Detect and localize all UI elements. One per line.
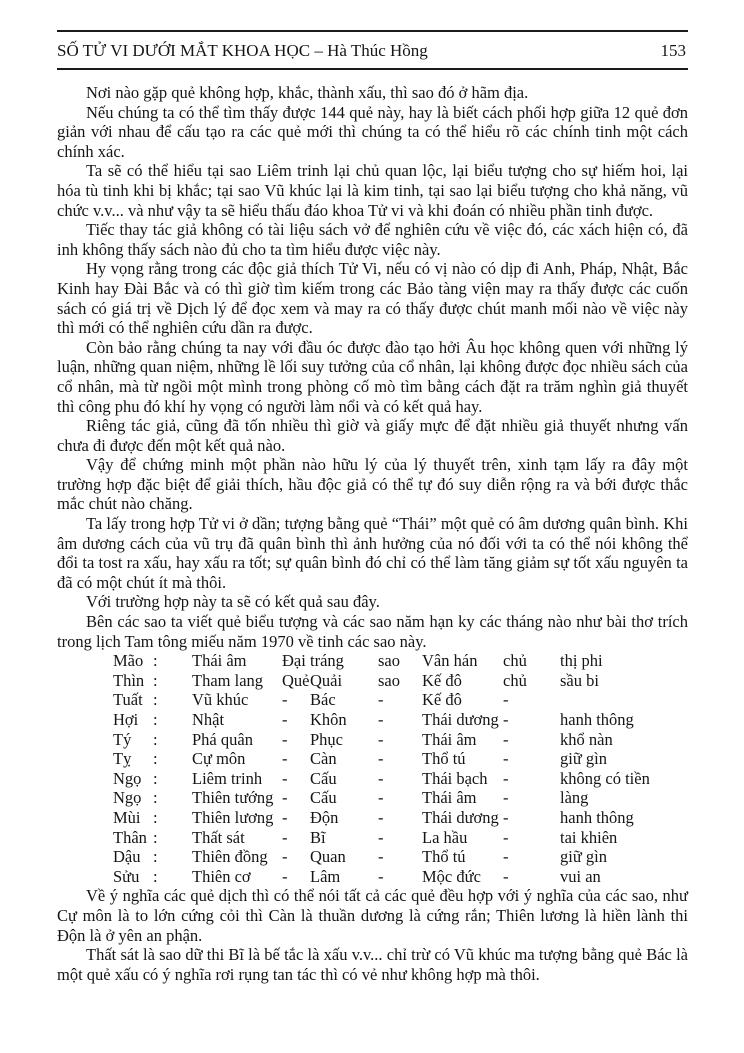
cell-y-nghia: khổ nàn bbox=[560, 729, 613, 749]
page-body bbox=[57, 83, 688, 984]
cell-sao-label: - bbox=[378, 827, 384, 847]
cell-dia-chi: Tỵ bbox=[113, 749, 132, 769]
cell-que-name: Bĩ bbox=[310, 827, 326, 847]
cell-y-nghia: giữ gìn bbox=[560, 749, 607, 769]
table-row bbox=[113, 651, 688, 671]
running-header bbox=[57, 32, 688, 68]
header-bottom-rule bbox=[57, 68, 688, 70]
cell-dia-chi: Tý bbox=[113, 729, 132, 749]
paragraph: Nếu chúng ta có thể tìm thấy được 144 quẻ này, hay là biết cách phối hợp giữa 12 quẻ đơn giản với nhau để cấu tạo ra các quẻ mới thì chúng ta có thể hiểu rõ các chính tinh một cách chính xác. bbox=[57, 102, 688, 161]
paragraph: Ta sẽ có thể hiểu tại sao Liêm trinh lại chủ quan lộc, lại biểu tượng cho sự hiếm hoi, lại hóa tù tinh khi bị khắc; tại sao Vũ khúc lại là kim tinh, tại sao lại biểu tượng cho khả năng, vũ chức v.v... và như vậy ta sẽ hiểu thấu đáo khoa Tử vi và khi đoán có nhiều phần tinh được. bbox=[57, 161, 688, 220]
cell-chinh-tinh: Vũ khúc bbox=[192, 690, 249, 710]
table-row bbox=[113, 808, 688, 828]
cell-colon: : bbox=[153, 710, 158, 729]
cell-chu-label: chủ bbox=[503, 670, 527, 690]
cell-dia-chi: Ngọ bbox=[113, 788, 142, 808]
cell-han-tinh: La hầu bbox=[422, 827, 468, 847]
cell-sao-label: - bbox=[378, 690, 384, 710]
cell-sao-label: - bbox=[378, 788, 384, 808]
cell-que-name: Phục bbox=[310, 729, 343, 749]
table-row bbox=[113, 690, 688, 710]
paragraph: Nơi nào gặp quẻ không hợp, khắc, thành xấu, thì sao đó ở hãm địa. bbox=[86, 83, 529, 102]
cell-chinh-tinh: Thái âm bbox=[192, 651, 247, 671]
cell-chinh-tinh: Tham lang bbox=[192, 670, 264, 690]
table-row bbox=[113, 749, 688, 769]
cell-dia-chi: Mùi bbox=[113, 807, 141, 827]
cell-que-prefix: - bbox=[282, 729, 288, 749]
table-row bbox=[113, 671, 688, 691]
cell-y-nghia: vui an bbox=[560, 866, 601, 886]
cell-chu-label: - bbox=[503, 807, 509, 827]
cell-que-prefix: Quẻ bbox=[282, 670, 310, 690]
cell-que-prefix: - bbox=[282, 847, 288, 867]
cell-han-tinh: Kế đô bbox=[422, 690, 462, 710]
cell-colon: : bbox=[153, 847, 158, 867]
cell-que-name: Khôn bbox=[310, 710, 347, 729]
cell-han-tinh: Thái âm bbox=[422, 729, 477, 749]
cell-que-name: Càn bbox=[310, 749, 337, 769]
paragraph: Bên các sao ta viết quẻ biểu tượng và các sao năm hạn ky các tháng nào như bài thơ trích trong lịch Tam tông miếu năm 1970 về tinh các sao này. bbox=[57, 612, 688, 651]
cell-chinh-tinh: Thiên tướng bbox=[192, 788, 274, 808]
cell-dia-chi: Dậu bbox=[113, 847, 141, 867]
cell-dia-chi: Sửu bbox=[113, 866, 140, 886]
cell-dia-chi: Mão bbox=[113, 651, 144, 671]
cell-chinh-tinh: Cự môn bbox=[192, 749, 246, 769]
paragraph: Thất sát là sao dữ thi Bĩ là bế tắc là xấu v.v... chỉ trừ có Vũ khúc ma tượng bằng quẻ Bác là một quẻ xấu có ý nghĩa rơi rụng tan tác thì có vẻ như không hợp mà thôi. bbox=[57, 945, 688, 984]
cell-sao-label: sao bbox=[378, 670, 400, 690]
cell-chinh-tinh: Thiên lương bbox=[192, 807, 274, 827]
cell-que-name: Bác bbox=[310, 690, 336, 710]
cell-dia-chi: Tuất bbox=[113, 690, 143, 710]
cell-chinh-tinh: Thiên đồng bbox=[192, 847, 268, 867]
star-table bbox=[113, 651, 688, 886]
cell-que-prefix: Đại bbox=[282, 651, 306, 671]
cell-han-tinh: Thái bạch bbox=[422, 768, 488, 788]
paragraph: Ta lấy trong hợp Tử vi ở dần; tượng bằng quẻ “Thái” một quẻ có âm dương quân bình. Khi âm dương cách của vũ trụ đã quân bình thì ảnh hưởng của nó đối với ta có thể nói không thể đổi ta tost ra xấu, hay xấu ra tốt; sự quân bình đó chỉ có thể làm tăng giảm sự tốt xấu nguyên ta đã có một chút ít mà thôi. bbox=[57, 514, 688, 592]
cell-colon: : bbox=[153, 866, 158, 886]
cell-y-nghia: giữ gìn bbox=[560, 847, 607, 867]
cell-han-tinh: Mộc đức bbox=[422, 866, 481, 886]
cell-han-tinh: Thổ tú bbox=[422, 749, 466, 769]
cell-han-tinh: Kế đô bbox=[422, 670, 462, 690]
cell-que-prefix: - bbox=[282, 768, 288, 788]
cell-han-tinh: Thái âm bbox=[422, 788, 477, 808]
cell-sao-label: - bbox=[378, 729, 384, 749]
cell-han-tinh: Thái dương bbox=[422, 807, 499, 827]
cell-y-nghia: tai khiên bbox=[560, 827, 618, 847]
cell-chu-label: - bbox=[503, 768, 509, 788]
cell-que-prefix: - bbox=[282, 690, 288, 710]
cell-han-tinh: Thổ tú bbox=[422, 847, 466, 867]
paragraph: Tiếc thay tác giả không có tài liệu sách vở để nghiên cứu về việc đó, các xách hiện có, đã inh không thấy sách nào đủ cho ta tìm hiểu được việc này. bbox=[57, 220, 688, 259]
cell-que-prefix: - bbox=[282, 827, 288, 847]
cell-chu-label: - bbox=[503, 729, 509, 749]
cell-chu-label: - bbox=[503, 690, 509, 710]
cell-y-nghia: sầu bi bbox=[560, 670, 599, 690]
cell-que-prefix: - bbox=[282, 866, 288, 886]
cell-chinh-tinh: Nhật bbox=[192, 710, 225, 729]
cell-que-name: Cấu bbox=[310, 768, 337, 788]
table-row bbox=[113, 769, 688, 789]
paragraph: Với trường hợp này ta sẽ có kết quả sau đây. bbox=[86, 592, 380, 612]
cell-que-prefix: - bbox=[282, 788, 288, 808]
cell-chu-label: - bbox=[503, 847, 509, 867]
paragraph: Còn bảo rằng chúng ta nay với đầu óc được đào tạo hởi Âu học không quen với những lý luận, những quan niệm, những lề lối suy tưởng của cổ nhân, lại không được đọc nhiều sách của cổ nhân, mà từ ngồi một mình trong phòng cố mò tìm bằng cách đặt ra trăm nghìn giả thuyết thì công phu đó khí hy vọng có người làm nổi và có kết quả hay. bbox=[57, 337, 688, 416]
cell-chu-label: - bbox=[503, 749, 509, 769]
cell-chinh-tinh: Phá quân bbox=[192, 729, 253, 749]
cell-sao-label: - bbox=[378, 807, 384, 827]
cell-sao-label: - bbox=[378, 749, 384, 769]
cell-han-tinh: Vân hán bbox=[422, 651, 478, 671]
cell-sao-label: - bbox=[378, 847, 384, 867]
cell-colon: : bbox=[153, 768, 158, 788]
cell-chinh-tinh: Thiên cơ bbox=[192, 866, 251, 886]
cell-dia-chi: Ngọ bbox=[113, 768, 142, 788]
cell-colon: : bbox=[153, 690, 158, 710]
cell-que-name: Độn bbox=[310, 807, 339, 827]
cell-chu-label: chủ bbox=[503, 651, 527, 671]
cell-sao-label: - bbox=[378, 710, 384, 729]
cell-chinh-tinh: Liêm trinh bbox=[192, 768, 263, 788]
table-row bbox=[113, 730, 688, 750]
cell-que-prefix: - bbox=[282, 807, 288, 827]
cell-sao-label: - bbox=[378, 866, 384, 886]
paragraph: Vậy để chứng minh một phần nào hữu lý của lý thuyết trên, xinh tạm lấy ra đây một trường hợp đặc biệt để giải thích, hầu độc giả có thể tự đó suy diễn rộng ra và bới được thắc mắc chút nào chăng. bbox=[57, 455, 688, 514]
cell-y-nghia: thị phi bbox=[560, 651, 603, 671]
table-row bbox=[113, 828, 688, 848]
cell-y-nghia: làng bbox=[560, 788, 589, 808]
cell-colon: : bbox=[153, 749, 158, 769]
cell-chu-label: - bbox=[503, 866, 509, 886]
cell-dia-chi: Thìn bbox=[113, 670, 145, 690]
cell-dia-chi: Thân bbox=[113, 827, 147, 847]
cell-colon: : bbox=[153, 807, 158, 827]
page-number: 153 bbox=[660, 41, 686, 60]
cell-sao-label: - bbox=[378, 768, 384, 788]
cell-chu-label: - bbox=[503, 710, 509, 729]
table-row bbox=[113, 710, 688, 730]
table-row bbox=[113, 788, 688, 808]
cell-y-nghia: không có tiền bbox=[560, 768, 650, 788]
cell-colon: : bbox=[153, 670, 158, 690]
cell-han-tinh: Thái dương bbox=[422, 710, 499, 729]
table-row bbox=[113, 847, 688, 867]
cell-colon: : bbox=[153, 729, 158, 749]
cell-que-name: Lâm bbox=[310, 866, 341, 886]
cell-dia-chi: Hợi bbox=[113, 710, 139, 729]
paragraph: Hy vọng rằng trong các độc giả thích Tử Vi, nếu có vị nào có dịp đi Anh, Pháp, Nhật, Bắc Kinh hay Đài Bắc và có thì giờ tìm kiếm trong các Bảo tàng viện may ra thấy được các cuốn sách có giá trị về Dịch lý để đọc xem và may ra có thấy được chút manh mối nào về việc này thì mới có thể nghiên cứu dần ra được. bbox=[57, 259, 688, 338]
cell-sao-label: sao bbox=[378, 651, 400, 671]
cell-que-name: tráng bbox=[310, 651, 344, 671]
cell-y-nghia: hanh thông bbox=[560, 807, 634, 827]
cell-colon: : bbox=[153, 788, 158, 808]
cell-que-prefix: - bbox=[282, 710, 288, 729]
table-row bbox=[113, 867, 688, 887]
cell-que-name: Quải bbox=[310, 670, 343, 690]
cell-que-name: Cấu bbox=[310, 788, 337, 808]
cell-que-name: Quan bbox=[310, 847, 346, 867]
cell-que-prefix: - bbox=[282, 749, 288, 769]
book-title: SỐ TỬ VI DƯỚI MẮT KHOA HỌC – Hà Thúc Hồng bbox=[57, 41, 428, 60]
cell-colon: : bbox=[153, 651, 158, 671]
cell-chu-label: - bbox=[503, 827, 509, 847]
cell-y-nghia: hanh thông bbox=[560, 710, 634, 729]
cell-chu-label: - bbox=[503, 788, 509, 808]
cell-colon: : bbox=[153, 827, 158, 847]
paragraph: Về ý nghĩa các quẻ dịch thì có thể nói tất cả các quẻ đều hợp với ý nghĩa của các sao, như Cự môn là to lớn cứng cỏi thì Càn là thuần dương là cứng rắn; Thiên lương là hiền lành thi Độn là ở yên an phận. bbox=[57, 886, 688, 945]
cell-y-nghia bbox=[560, 690, 688, 710]
paragraph: Riêng tác giả, cũng đã tốn nhiều thì giờ và giấy mực để đặt nhiều giả thuyết nhưng vấn chưa đi được đến một kết quả nào. bbox=[57, 416, 688, 455]
cell-chinh-tinh: Thất sát bbox=[192, 827, 245, 847]
